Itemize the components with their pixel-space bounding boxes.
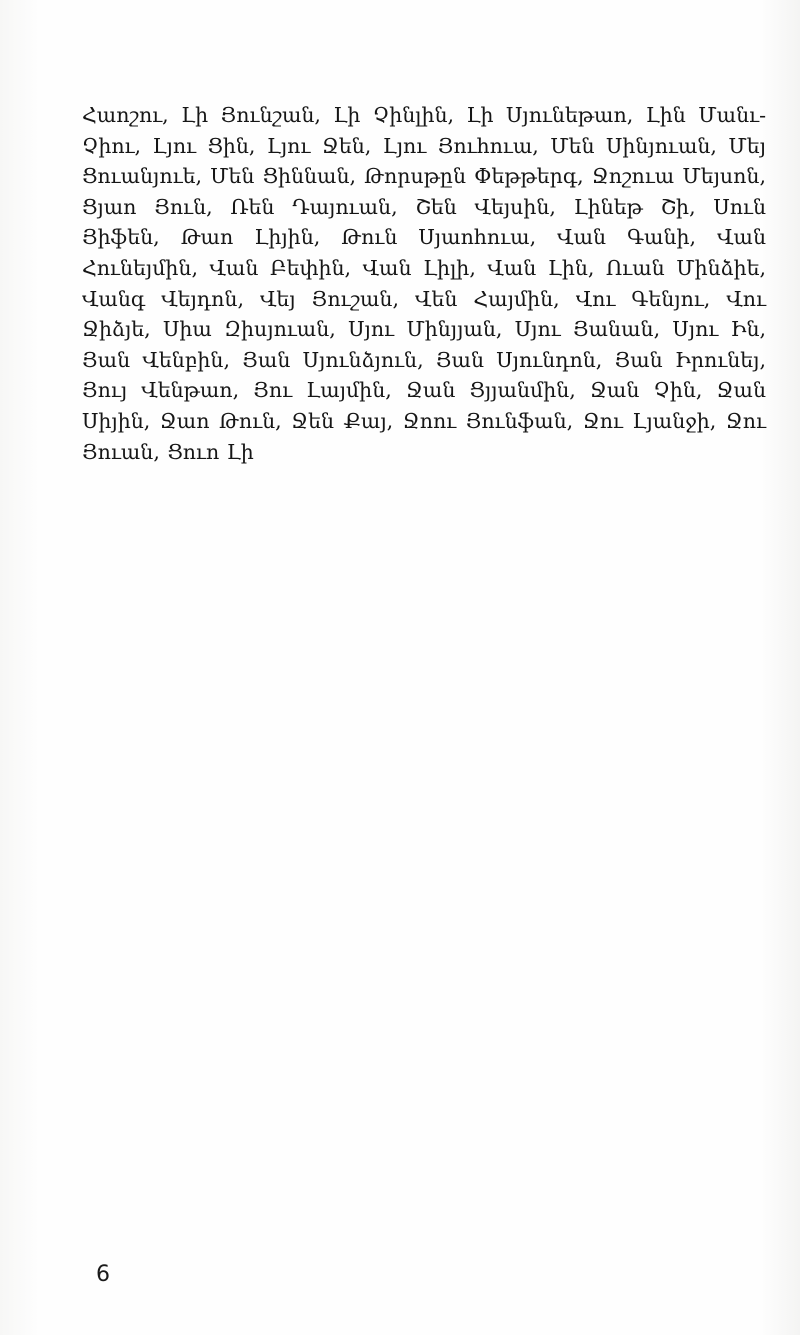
- page-number: 6: [96, 1262, 110, 1287]
- body-paragraph: Հաոշու, Լի Յունշան, Լի Չինլին, Լի Սյունեթաո, Լին Մանւ-Չիու, Լյու Ցին, Լյու Ջեն, Լյու Յուհուա, Մեն Սինյուան, Մեյ Ցուանյուե, Մեն Ցիննան, Թորսթըն Փեթթերգ, Ջոշուա Մեյսոն, Ցյաո Յուն, Ռեն Դայուան, Շեն Վեյսին, Լինեթ Շի, Սուն Յիֆեն, Թաո Լիյին, Թուն Սյաոհուա, Վան Գանի, Վան Հունեյմին, Վան Բեփին, Վան Լիլի, Վան Լին, Ուան Մինձիե, Վանգ Վեյդոն, Վեյ Յուշան, Վեն Հայմին, Վու Գենյու, Վու Ջիձյե, Սիա Զիսյուան, Սյու Մինյյան, Սյու Յանան, Սյու Ին, Յան Վենբին, Յան Սյունձյուն, Յան Սյունդոն, Յան Իրունեյ, Յույ Վենթաո, Յու Լայմին, Ջան Ցյյանմին, Ջան Չին, Ջան Սիյին, Ջաո Թուն, Ջեն Քայ, Ջոու Յունֆան, Ջու Լյանջի, Ջու Յուան, Ցուո Լի: [82, 103, 766, 464]
